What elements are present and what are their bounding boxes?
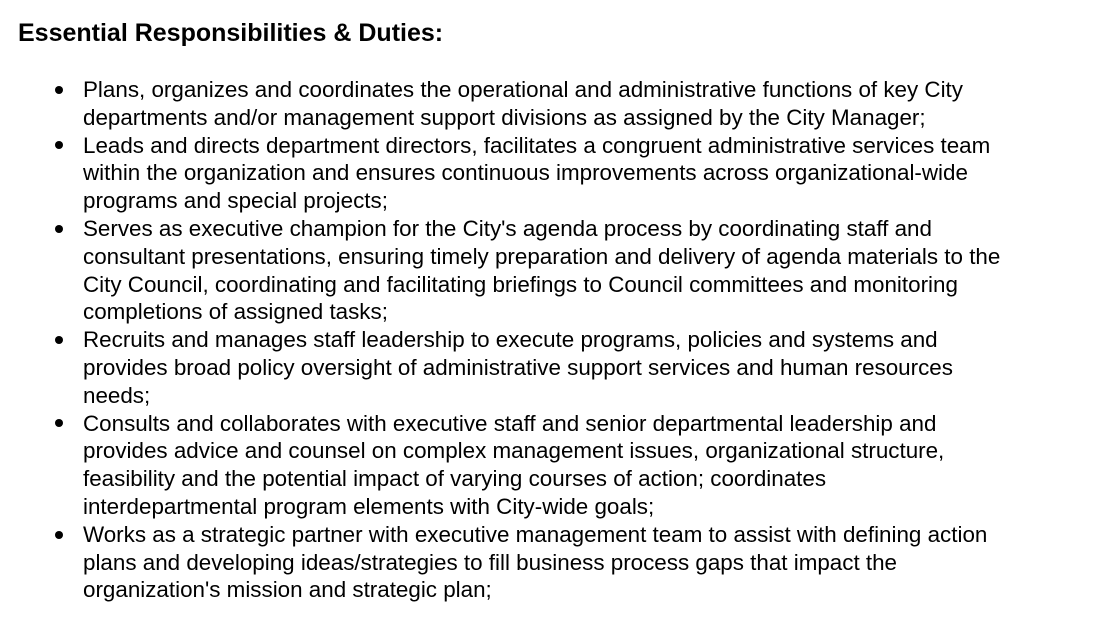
duty-line: City Council, coordinating and facilitating briefings to Council committees and monitoring	[83, 271, 958, 297]
duty-item-plans	[0, 76, 1083, 132]
duty-line: provides advice and counsel on complex management issues, organizational structure,	[83, 438, 945, 464]
duty-line: Serves as executive champion for the City's agenda process by coordinating staff and	[83, 215, 932, 241]
duty-line: within the organization and ensures continuous improvements across organizational-wide	[83, 160, 968, 186]
duty-item-works	[0, 521, 1083, 604]
duty-item-consults	[0, 410, 1083, 521]
duty-line: needs;	[83, 382, 151, 408]
bullet-icon	[52, 521, 66, 549]
bullet-icon	[52, 410, 66, 438]
duty-line: completions of assigned tasks;	[83, 299, 388, 325]
duty-line: programs and special projects;	[83, 188, 388, 214]
bullet-icon	[52, 326, 66, 354]
duty-line: feasibility and the potential impact of varying courses of action; coordinates	[83, 466, 827, 492]
duty-line: Leads and directs department directors, facilitates a congruent administrative services team	[83, 132, 991, 158]
duty-line: departments and/or management support divisions as assigned by the City Manager;	[83, 104, 926, 130]
section-heading: Essential Responsibilities & Duties:	[18, 19, 444, 47]
bullet-icon	[52, 215, 66, 243]
duties-list	[0, 76, 1101, 604]
duty-line: consultant presentations, ensuring timely preparation and delivery of agenda materials to the	[83, 243, 1001, 269]
duty-item-serves	[0, 215, 1083, 326]
duty-line: plans and developing ideas/strategies to fill business process gaps that impact the	[83, 549, 898, 575]
duty-line: Works as a strategic partner with executive management team to assist with defining action	[83, 521, 988, 547]
bullet-icon	[52, 132, 66, 160]
bullet-icon	[52, 76, 66, 104]
duty-line: interdepartmental program elements with City-wide goals;	[83, 493, 655, 519]
duty-line: Recruits and manages staff leadership to execute programs, policies and systems and	[83, 327, 938, 353]
duty-item-recruits	[0, 326, 1083, 409]
duty-line: Plans, organizes and coordinates the operational and administrative functions of key City	[83, 77, 963, 102]
duty-line: organization's mission and strategic plan;	[83, 577, 492, 603]
duty-item-leads	[0, 132, 1083, 215]
duty-line: Consults and collaborates with executive staff and senior departmental leadership and	[83, 410, 937, 436]
duty-line: provides broad policy oversight of administrative support services and human resources	[83, 354, 953, 380]
